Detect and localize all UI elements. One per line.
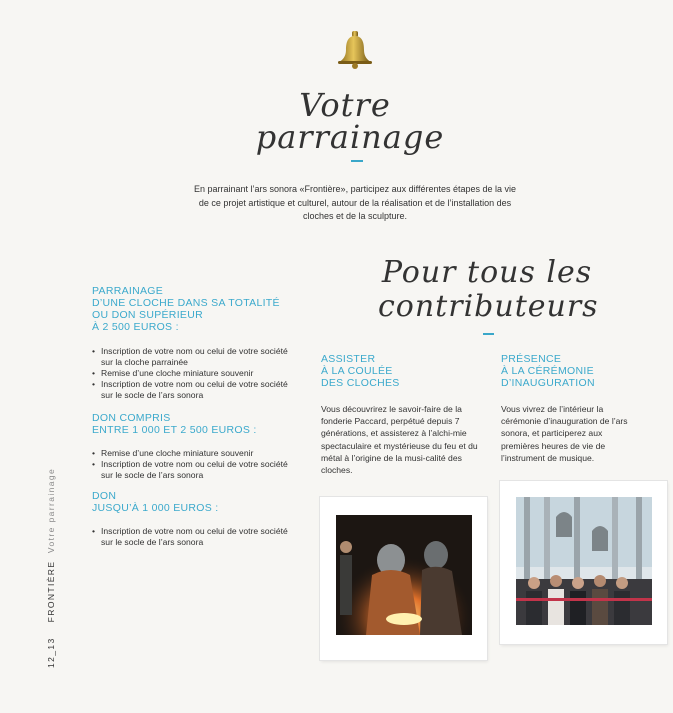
sponsorship-list-2 [92,448,302,481]
event-text-casting: Vous découvrirez le savoir-faire de la fonderie Paccard, perpétué depuis 7 générations, et assisterez à l’alchi-mie spectaculaire et mystérieuse du feu et du métal à l’origine de la musi-calité des cloches. [321,404,478,476]
event-text-inauguration: Vous vivrez de l’intérieur la cérémonie d’inauguration de l’ars sonora, et participerez aux premières heures de vie de l’instrument de musique. [501,404,628,463]
list-item: • Remise d’une cloche miniature souvenir [92,368,302,379]
bell-icon [337,30,373,70]
page-footer [46,468,56,668]
subsection-name: Votre parrainage [46,467,56,554]
list-item: • Inscription de votre nom ou celui de votre société sur le socle de l’ars sonora [92,459,302,481]
list-item: • Remise d’une cloche miniature souvenir [92,448,302,459]
contributors-accent-dash [483,333,494,335]
contributors-title-line2: contributeurs [378,289,599,324]
foundry-casting-photo [336,515,472,635]
list-item: • Inscription de votre nom ou celui de votre société sur le socle de l’ars sonora [92,526,302,548]
inauguration-photo-frame [500,481,667,644]
inauguration-photo [516,497,652,625]
contributors-title-line1: Pour tous les [381,255,593,290]
page-numbers: 12_13 [46,637,56,668]
sponsorship-list-3 [92,526,302,548]
page-title-line2: parrainage [255,118,445,156]
casting-photo-frame [320,497,487,660]
title-accent-dash [351,160,363,162]
page-title-line1: Votre [299,86,391,124]
section-name: FRONTIÈRE [46,560,56,623]
sponsorship-heading-3: DON JUSQU’À 1 000 EUROS : [92,490,219,514]
event-heading-casting: ASSISTER À LA COULÉE DES CLOCHES [321,353,400,389]
list-item: • Inscription de votre nom ou celui de votre société sur la cloche parrainée [92,346,302,368]
event-heading-inauguration: PRÉSENCE À LA CÉRÉMONIE D’INAUGURATION [501,353,595,389]
sponsorship-list-1 [92,346,302,401]
sponsorship-heading-1: PARRAINAGE D’UNE CLOCHE DANS SA TOTALITÉ OU DON SUPÉRIEUR À 2 500 EUROS : [92,285,280,333]
list-item: • Inscription de votre nom ou celui de votre société sur le socle de l’ars sonora [92,379,302,401]
intro-text: En parrainant l’ars sonora «Frontière», participez aux différentes étapes de la vie de ce projet artistique et culturel, autour de la réalisation et de l’installation des cloches et de la sculpture. [193,184,517,221]
sponsorship-heading-2: DON COMPRIS ENTRE 1 000 ET 2 500 EUROS : [92,412,257,436]
